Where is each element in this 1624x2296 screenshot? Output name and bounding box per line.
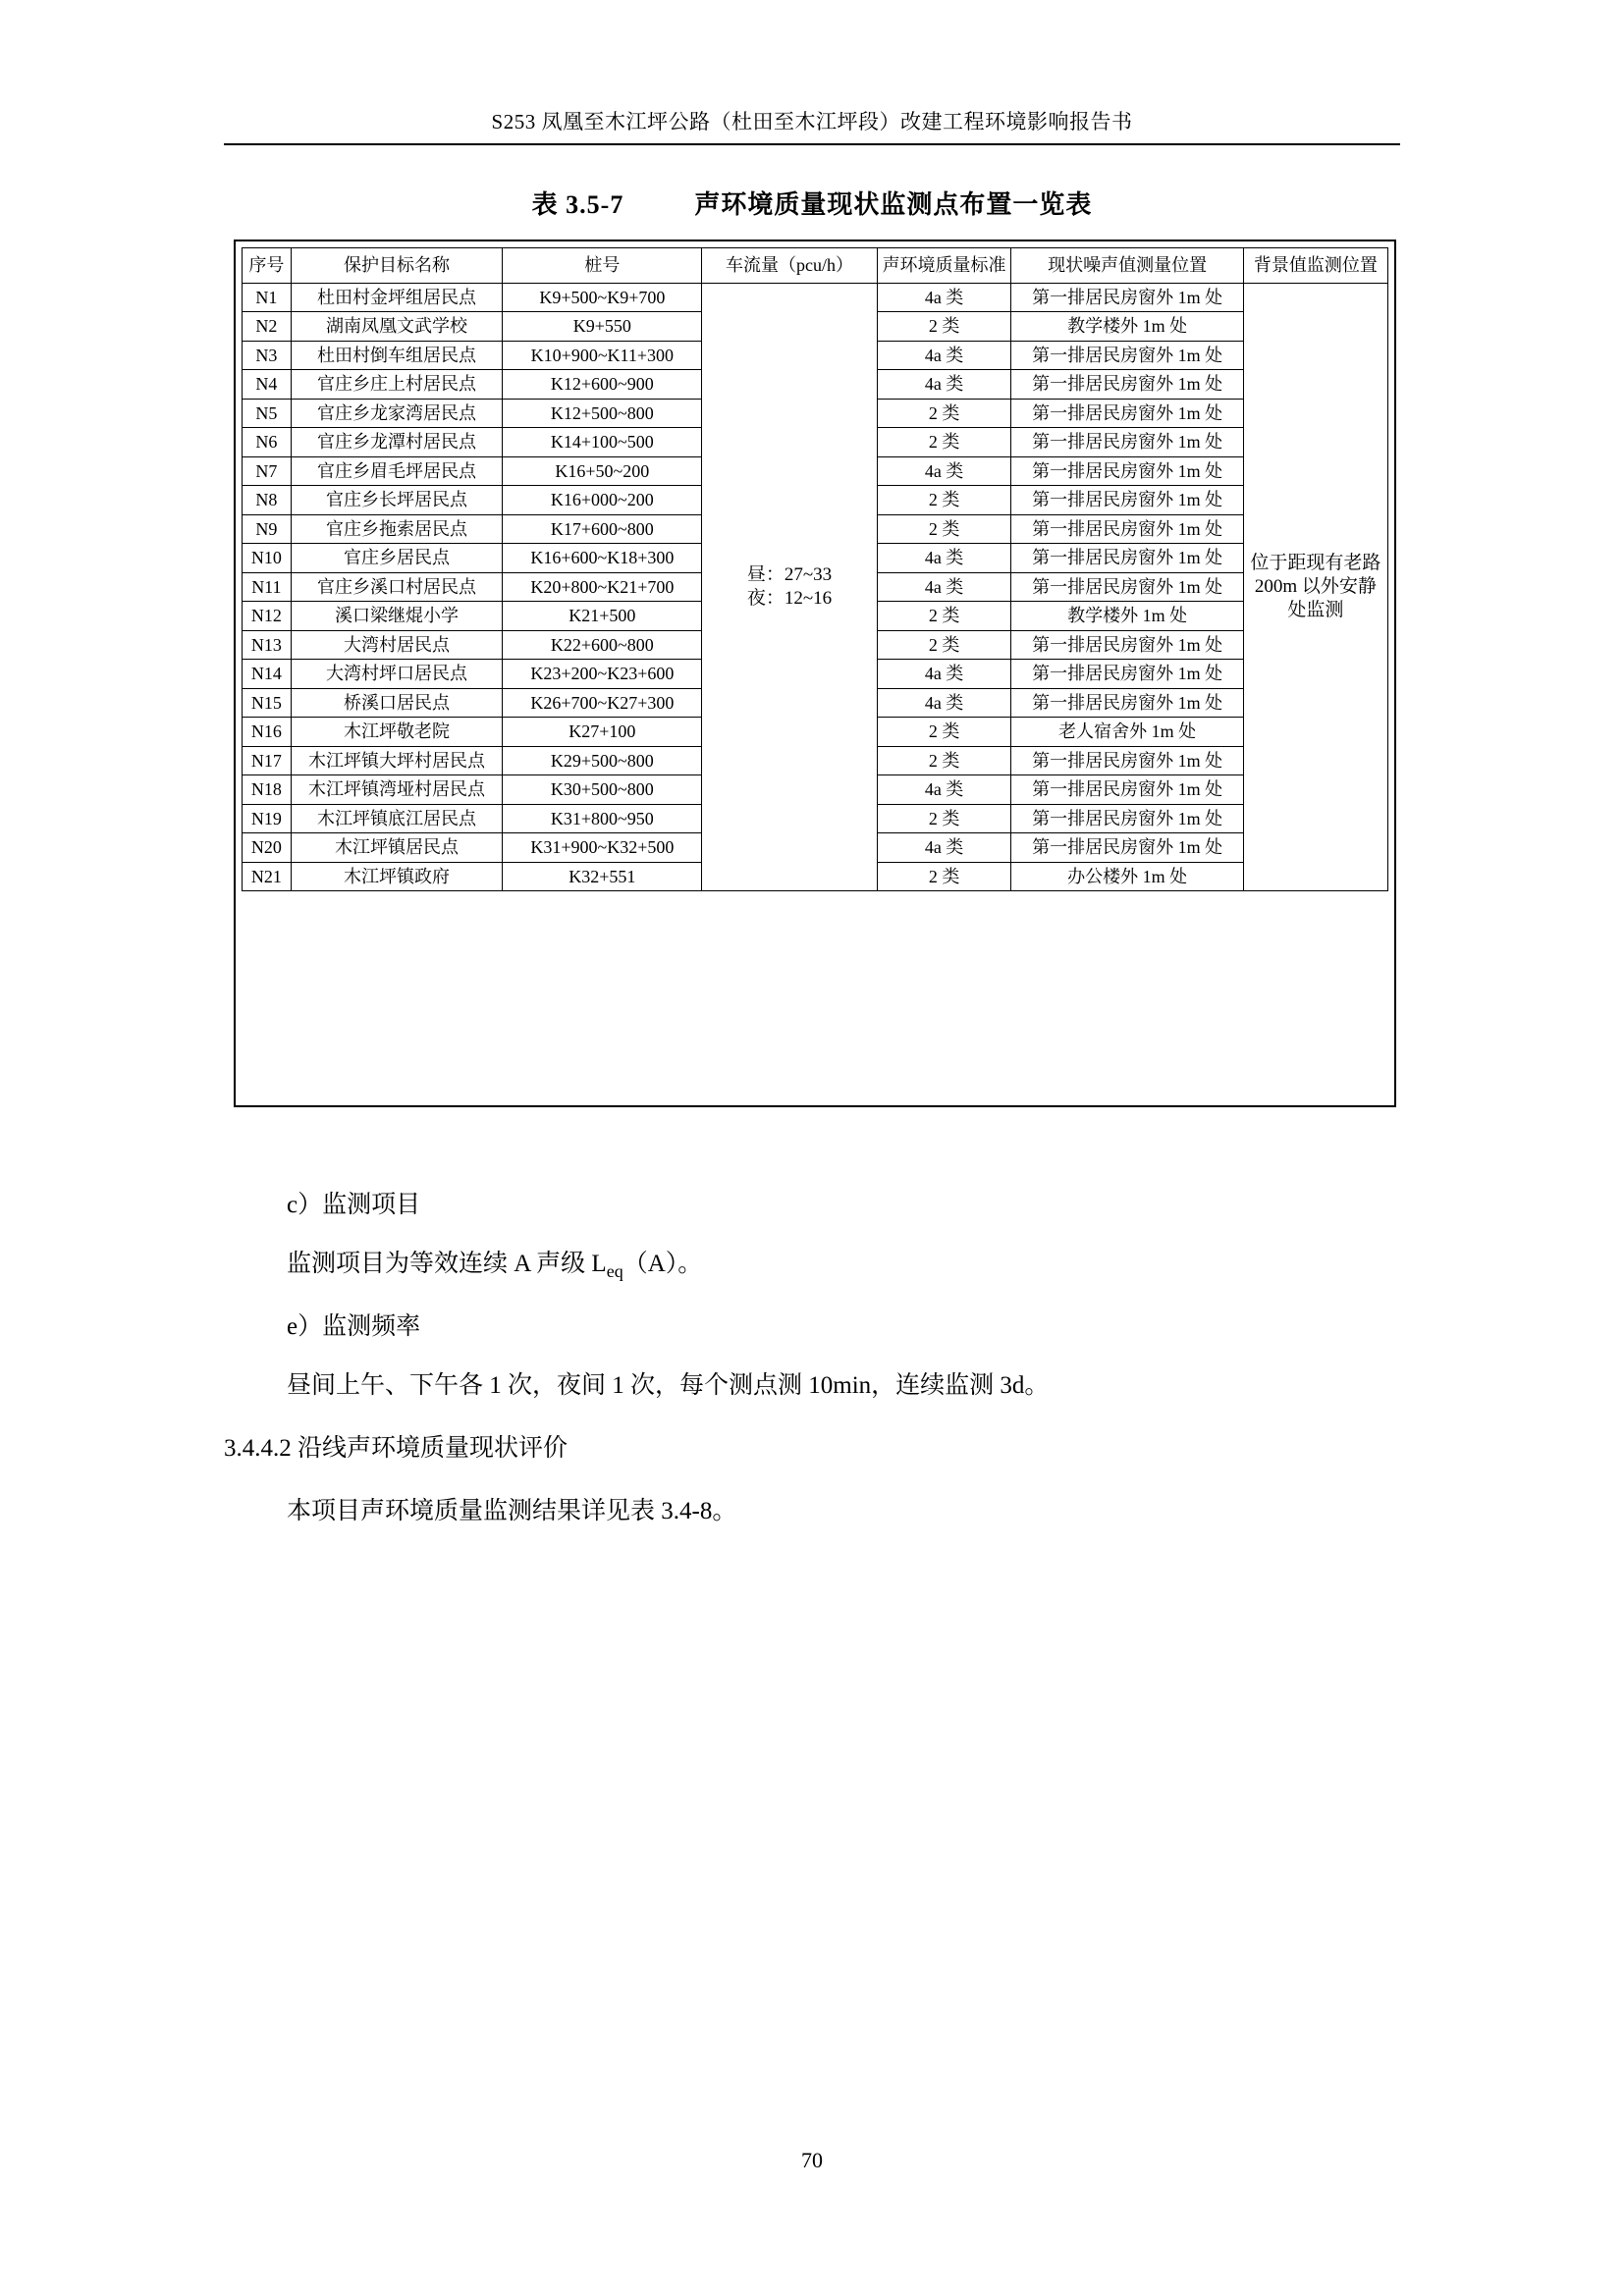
cell-name: 官庄乡龙潭村居民点 — [291, 428, 503, 457]
cell-standard: 2 类 — [877, 312, 1011, 342]
header-divider — [224, 143, 1400, 145]
cell-standard: 2 类 — [877, 630, 1011, 660]
item-e-heading: e）监测频率 — [287, 1313, 421, 1340]
col-header-no: 序号 — [243, 248, 292, 284]
item-c-heading: c）监测项目 — [287, 1192, 421, 1218]
table-header-row — [243, 248, 1388, 284]
table-title-text: 声环境质量现状监测点布置一览表 — [694, 190, 1093, 219]
cell-measure-position: 第一排居民房窗外 1m 处 — [1011, 544, 1243, 573]
cell-name: 木江坪敬老院 — [291, 718, 503, 747]
cell-standard: 2 类 — [877, 746, 1011, 775]
cell-no: N17 — [243, 746, 292, 775]
cell-name: 大湾村坪口居民点 — [291, 660, 503, 689]
cell-no: N13 — [243, 630, 292, 660]
cell-measure-position: 第一排居民房窗外 1m 处 — [1011, 399, 1243, 428]
cell-name: 官庄乡长坪居民点 — [291, 486, 503, 515]
cell-no: N10 — [243, 544, 292, 573]
cell-no: N4 — [243, 370, 292, 400]
cell-no: N20 — [243, 833, 292, 863]
cell-pile: K27+100 — [503, 718, 702, 747]
cell-measure-position: 第一排居民房窗外 1m 处 — [1011, 456, 1243, 486]
cell-pile: K32+551 — [503, 862, 702, 891]
col-header-flow: 车流量（pcu/h） — [702, 248, 877, 284]
cell-no: N14 — [243, 660, 292, 689]
cell-standard: 4a 类 — [877, 572, 1011, 602]
cell-pile: K30+500~800 — [503, 775, 702, 805]
cell-pile: K21+500 — [503, 602, 702, 631]
cell-no: N16 — [243, 718, 292, 747]
cell-measure-position: 第一排居民房窗外 1m 处 — [1011, 486, 1243, 515]
cell-name: 官庄乡居民点 — [291, 544, 503, 573]
cell-measure-position: 第一排居民房窗外 1m 处 — [1011, 688, 1243, 718]
cell-name: 木江坪镇底江居民点 — [291, 804, 503, 833]
cell-standard: 2 类 — [877, 514, 1011, 544]
cell-pile: K23+200~K23+600 — [503, 660, 702, 689]
cell-standard: 2 类 — [877, 718, 1011, 747]
cell-name: 官庄乡溪口村居民点 — [291, 572, 503, 602]
running-header: S253 凤凰至木江坪公路（杜田至木江坪段）改建工程环境影响报告书 — [491, 110, 1133, 133]
section-heading — [224, 1429, 1400, 1468]
cell-name: 木江坪镇政府 — [291, 862, 503, 891]
cell-no: N11 — [243, 572, 292, 602]
section-body-text: 本项目声环境质量监测结果详见表 3.4-8。 — [287, 1498, 737, 1524]
cell-name: 桥溪口居民点 — [291, 688, 503, 718]
cell-measure-position: 第一排居民房窗外 1m 处 — [1011, 660, 1243, 689]
cell-pile: K31+900~K32+500 — [503, 833, 702, 863]
cell-measure-position: 教学楼外 1m 处 — [1011, 602, 1243, 631]
col-header-name: 保护目标名称 — [291, 248, 503, 284]
cell-pile: K26+700~K27+300 — [503, 688, 702, 718]
cell-name: 杜田村倒车组居民点 — [291, 341, 503, 370]
cell-standard: 4a 类 — [877, 775, 1011, 805]
cell-pile: K10+900~K11+300 — [503, 341, 702, 370]
cell-name: 官庄乡拖索居民点 — [291, 514, 503, 544]
item-c-text-pre: 监测项目为等效连续 A 声级 L — [287, 1251, 607, 1277]
cell-name: 木江坪镇湾垭村居民点 — [291, 775, 503, 805]
col-header-background-position: 背景值监测位置 — [1243, 248, 1387, 284]
table-body — [243, 283, 1388, 891]
cell-measure-position: 教学楼外 1m 处 — [1011, 312, 1243, 342]
cell-standard: 4a 类 — [877, 688, 1011, 718]
cell-measure-position: 第一排居民房窗外 1m 处 — [1011, 630, 1243, 660]
cell-pile: K16+50~200 — [503, 456, 702, 486]
cell-name: 木江坪镇居民点 — [291, 833, 503, 863]
cell-measure-position: 第一排居民房窗外 1m 处 — [1011, 370, 1243, 400]
cell-measure-position: 第一排居民房窗外 1m 处 — [1011, 572, 1243, 602]
cell-standard: 2 类 — [877, 602, 1011, 631]
cell-pile: K16+000~200 — [503, 486, 702, 515]
cell-name: 木江坪镇大坪村居民点 — [291, 746, 503, 775]
col-header-measure-position: 现状噪声值测量位置 — [1011, 248, 1243, 284]
cell-measure-position: 第一排居民房窗外 1m 处 — [1011, 775, 1243, 805]
cell-standard: 4a 类 — [877, 456, 1011, 486]
cell-no: N21 — [243, 862, 292, 891]
cell-pile: K29+500~800 — [503, 746, 702, 775]
item-c-text-post: （A）。 — [623, 1251, 703, 1277]
item-e-text: 昼间上午、下午各 1 次，夜间 1 次，每个测点测 10min，连续监测 3d。 — [287, 1372, 1050, 1399]
section-number: 3.4.4.2 — [224, 1435, 292, 1462]
cell-measure-position: 第一排居民房窗外 1m 处 — [1011, 341, 1243, 370]
cell-pile: K17+600~800 — [503, 514, 702, 544]
cell-no: N7 — [243, 456, 292, 486]
cell-standard: 4a 类 — [877, 660, 1011, 689]
cell-pile: K31+800~950 — [503, 804, 702, 833]
cell-no: N3 — [243, 341, 292, 370]
col-header-standard: 声环境质量标准 — [877, 248, 1011, 284]
noise-monitoring-table — [242, 247, 1388, 891]
cell-name: 官庄乡眉毛坪居民点 — [291, 456, 503, 486]
cell-standard: 4a 类 — [877, 370, 1011, 400]
cell-standard: 4a 类 — [877, 833, 1011, 863]
cell-measure-position: 第一排居民房窗外 1m 处 — [1011, 833, 1243, 863]
cell-measure-position: 第一排居民房窗外 1m 处 — [1011, 514, 1243, 544]
cell-measure-position: 第一排居民房窗外 1m 处 — [1011, 746, 1243, 775]
cell-measure-position: 第一排居民房窗外 1m 处 — [1011, 804, 1243, 833]
cell-no: N8 — [243, 486, 292, 515]
table-number: 表 3.5-7 — [531, 190, 624, 219]
cell-measure-position: 第一排居民房窗外 1m 处 — [1011, 428, 1243, 457]
table-row — [243, 283, 1388, 312]
section-title: 沿线声环境质量现状评价 — [298, 1435, 568, 1462]
cell-no: N12 — [243, 602, 292, 631]
cell-no: N1 — [243, 283, 292, 312]
cell-standard: 2 类 — [877, 399, 1011, 428]
cell-pile: K12+500~800 — [503, 399, 702, 428]
cell-pile: K20+800~K21+700 — [503, 572, 702, 602]
cell-measure-position: 老人宿舍外 1m 处 — [1011, 718, 1243, 747]
cell-measure-position: 第一排居民房窗外 1m 处 — [1011, 283, 1243, 312]
cell-no: N9 — [243, 514, 292, 544]
cell-standard: 2 类 — [877, 486, 1011, 515]
cell-standard: 4a 类 — [877, 283, 1011, 312]
cell-name: 湖南凤凰文武学校 — [291, 312, 503, 342]
cell-traffic-flow — [702, 283, 877, 891]
cell-no: N2 — [243, 312, 292, 342]
cell-name: 杜田村金坪组居民点 — [291, 283, 503, 312]
table-caption — [224, 185, 1400, 221]
cell-no: N6 — [243, 428, 292, 457]
cell-no: N5 — [243, 399, 292, 428]
cell-pile: K16+600~K18+300 — [503, 544, 702, 573]
cell-name: 官庄乡龙家湾居民点 — [291, 399, 503, 428]
cell-standard: 4a 类 — [877, 544, 1011, 573]
cell-standard: 2 类 — [877, 804, 1011, 833]
cell-no: N18 — [243, 775, 292, 805]
cell-background-position: 位于距现有老路 200m 以外安静处监测 — [1243, 283, 1387, 891]
cell-name: 溪口梁继焜小学 — [291, 602, 503, 631]
cell-standard: 2 类 — [877, 428, 1011, 457]
cell-name: 官庄乡庄上村居民点 — [291, 370, 503, 400]
cell-measure-position: 办公楼外 1m 处 — [1011, 862, 1243, 891]
cell-pile: K14+100~500 — [503, 428, 702, 457]
traffic-flow-day: 昼：27~33 — [746, 564, 833, 585]
cell-standard: 4a 类 — [877, 341, 1011, 370]
cell-pile: K12+600~900 — [503, 370, 702, 400]
cell-pile: K9+550 — [503, 312, 702, 342]
cell-name: 大湾村居民点 — [291, 630, 503, 660]
col-header-pile: 桩号 — [503, 248, 702, 284]
cell-no: N19 — [243, 804, 292, 833]
traffic-flow-night: 夜：12~16 — [746, 587, 833, 609]
page-number: 70 — [801, 2148, 823, 2172]
cell-no: N15 — [243, 688, 292, 718]
cell-standard: 2 类 — [877, 862, 1011, 891]
item-c-text-sub: eq — [606, 1261, 623, 1281]
cell-pile: K22+600~800 — [503, 630, 702, 660]
cell-pile: K9+500~K9+700 — [503, 283, 702, 312]
item-c-text — [224, 1245, 1463, 1286]
